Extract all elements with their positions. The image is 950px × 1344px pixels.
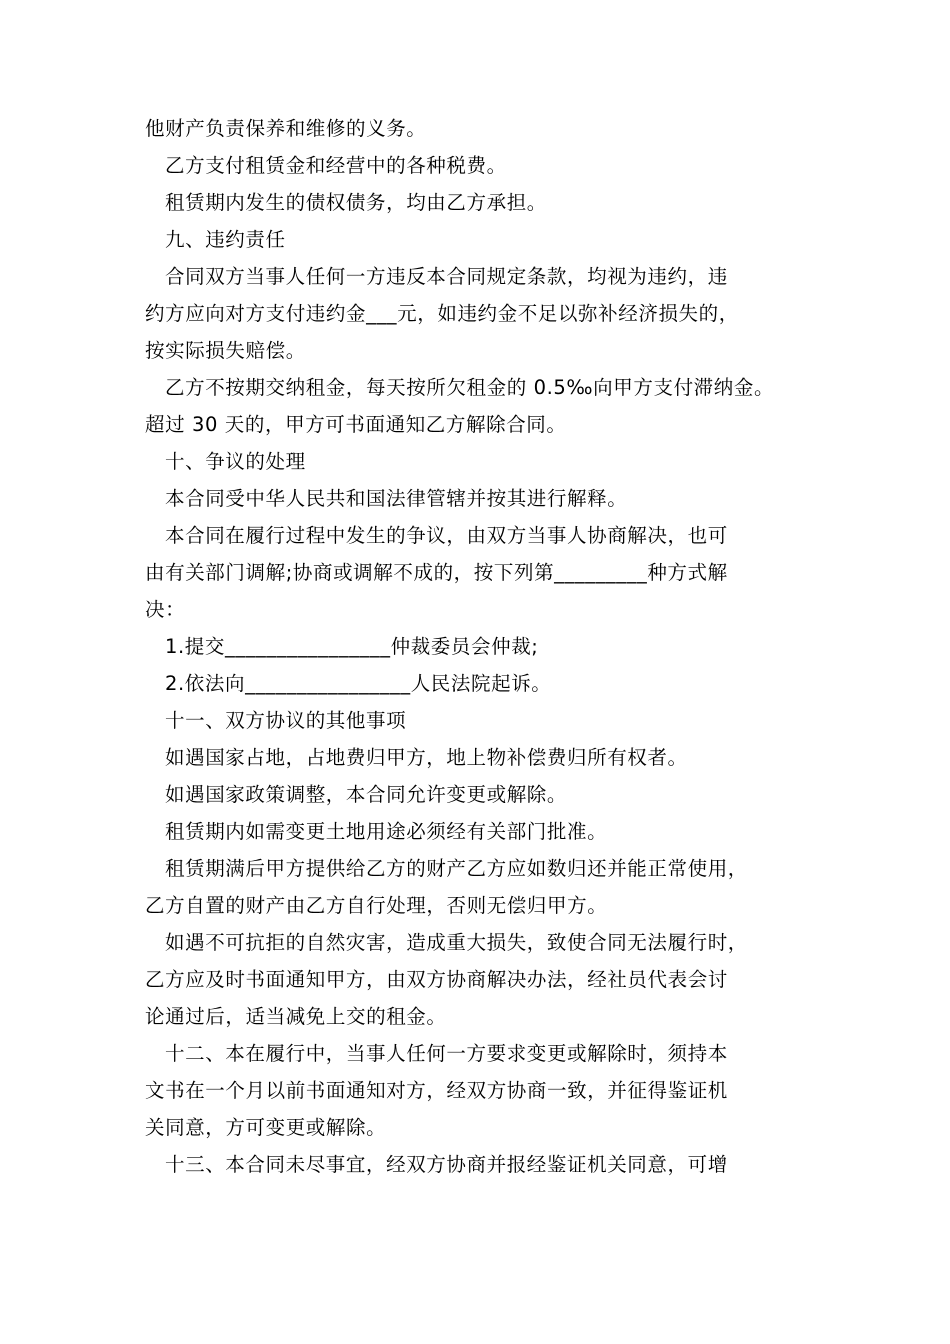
paragraph-line: 论通过后，适当减免上交的租金。 — [145, 1005, 447, 1028]
paragraph-line: 租赁期满后甲方提供给乙方的财产乙方应如数归还并能正常使用， — [165, 857, 748, 880]
paragraph-line: 合同双方当事人任何一方违反本合同规定条款，均视为违约，违 — [165, 265, 728, 288]
paragraph-line: 乙方支付租赁金和经营中的各种税费。 — [165, 154, 507, 177]
paragraph-line: 文书在一个月以前书面通知对方，经双方协商一致，并征得鉴证机 — [145, 1079, 728, 1102]
section-heading: 十一、双方协议的其他事项 — [165, 709, 407, 732]
paragraph-line: 如遇国家政策调整，本合同允许变更或解除。 — [165, 783, 568, 806]
paragraph-line: 乙方应及时书面通知甲方，由双方协商解决办法，经社员代表会讨 — [145, 968, 728, 991]
paragraph-line: 乙方自置的财产由乙方自行处理，否则无偿归甲方。 — [145, 894, 608, 917]
paragraph-line: 如遇不可抗拒的自然灾害，造成重大损失，致使合同无法履行时， — [165, 931, 748, 954]
paragraph-line: 租赁期内发生的债权债务，均由乙方承担。 — [165, 191, 547, 214]
section-heading: 十二、本在履行中，当事人任何一方要求变更或解除时，须持本 — [165, 1042, 728, 1065]
paragraph-line: 决： — [145, 598, 186, 621]
paragraph-line: 租赁期内如需变更土地用途必须经有关部门批准。 — [165, 820, 608, 843]
paragraph-line: 他财产负责保养和维修的义务。 — [145, 117, 427, 140]
paragraph-line: 乙方不按期交纳租金，每天按所欠租金的 0.5‰向甲方支付滞纳金。 — [165, 376, 775, 399]
list-item: 1.提交________________仲裁委员会仲裁; — [165, 635, 539, 658]
section-heading: 十、争议的处理 — [165, 450, 306, 473]
paragraph-line: 约方应向对方支付违约金___元，如违约金不足以弥补经济损失的， — [145, 302, 739, 325]
paragraph-line: 超过 30 天的，甲方可书面通知乙方解除合同。 — [145, 413, 567, 436]
paragraph-line: 如遇国家占地，占地费归甲方，地上物补偿费归所有权者。 — [165, 746, 688, 769]
paragraph-line: 关同意，方可变更或解除。 — [145, 1116, 387, 1139]
paragraph-line: 按实际损失赔偿。 — [145, 339, 306, 362]
paragraph-line: 本合同在履行过程中发生的争议，由双方当事人协商解决，也可 — [165, 524, 728, 547]
section-heading: 十三、本合同未尽事宜，经双方协商并报经鉴证机关同意，可增 — [165, 1153, 728, 1176]
section-heading: 九、违约责任 — [165, 228, 286, 251]
paragraph-line: 本合同受中华人民共和国法律管辖并按其进行解释。 — [165, 487, 628, 510]
list-item: 2.依法向________________人民法院起诉。 — [165, 672, 552, 695]
paragraph-line: 由有关部门调解;协商或调解不成的，按下列第_________种方式解 — [145, 561, 728, 584]
